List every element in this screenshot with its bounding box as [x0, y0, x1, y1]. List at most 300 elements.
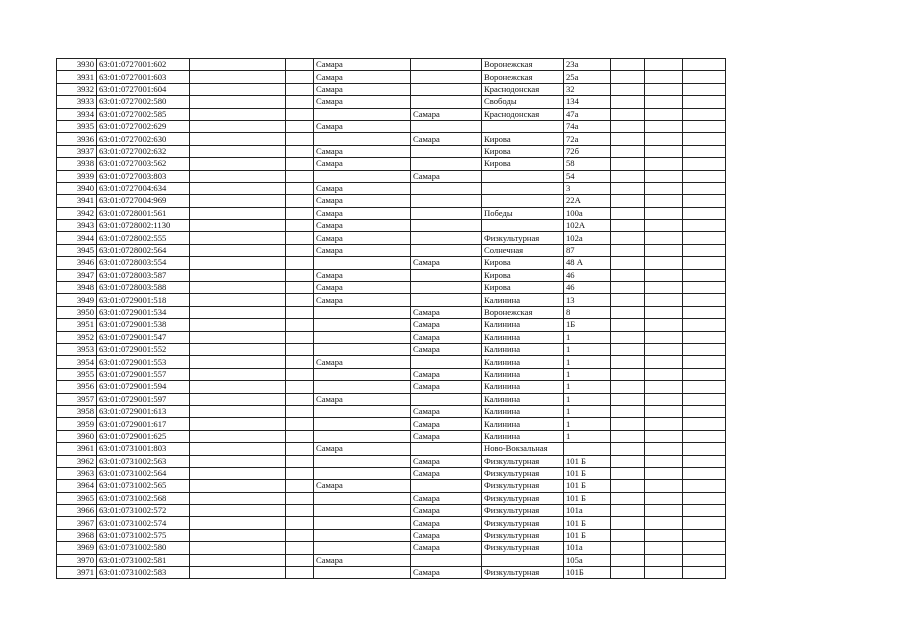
empty-cell — [683, 220, 726, 232]
cadastral-number-cell: 63:01:0729001:547 — [97, 331, 190, 343]
street-cell: Физкультурная — [482, 232, 564, 244]
row-number-cell: 3968 — [57, 529, 97, 541]
row-number-cell: 3952 — [57, 331, 97, 343]
row-number-cell: 3949 — [57, 294, 97, 306]
empty-cell — [611, 182, 645, 194]
empty-cell — [286, 294, 314, 306]
street-cell: Калинина — [482, 319, 564, 331]
table-row — [57, 108, 726, 120]
empty-cell — [286, 257, 314, 269]
locality-cell — [411, 294, 482, 306]
empty-cell — [190, 418, 286, 430]
empty-cell — [611, 381, 645, 393]
empty-cell — [190, 393, 286, 405]
empty-cell — [645, 294, 683, 306]
empty-cell — [611, 232, 645, 244]
empty-cell — [645, 480, 683, 492]
empty-cell — [645, 83, 683, 95]
empty-cell — [645, 59, 683, 71]
empty-cell — [683, 480, 726, 492]
house-number-cell: 101а — [564, 505, 611, 517]
empty-cell — [286, 529, 314, 541]
empty-cell — [190, 343, 286, 355]
empty-cell — [190, 567, 286, 579]
empty-cell — [645, 356, 683, 368]
street-cell: Калинина — [482, 381, 564, 393]
empty-cell — [611, 133, 645, 145]
empty-cell — [190, 319, 286, 331]
table-row — [57, 83, 726, 95]
row-number-cell: 3939 — [57, 170, 97, 182]
table-row — [57, 430, 726, 442]
house-number-cell: 46 — [564, 269, 611, 281]
empty-cell — [190, 195, 286, 207]
street-cell: Калинина — [482, 393, 564, 405]
house-number-cell: 1 — [564, 405, 611, 417]
city-cell — [314, 331, 411, 343]
city-cell — [314, 108, 411, 120]
empty-cell — [611, 158, 645, 170]
empty-cell — [286, 517, 314, 529]
empty-cell — [645, 443, 683, 455]
cadastral-number-cell: 63:01:0727004:634 — [97, 182, 190, 194]
empty-cell — [611, 492, 645, 504]
house-number-cell: 1 — [564, 356, 611, 368]
locality-cell: Самара — [411, 517, 482, 529]
empty-cell — [645, 542, 683, 554]
row-number-cell: 3942 — [57, 207, 97, 219]
empty-cell — [286, 269, 314, 281]
locality-cell: Самара — [411, 257, 482, 269]
street-cell: Кирова — [482, 158, 564, 170]
house-number-cell: 1 — [564, 393, 611, 405]
empty-cell — [683, 319, 726, 331]
city-cell — [314, 418, 411, 430]
empty-cell — [611, 517, 645, 529]
empty-cell — [611, 244, 645, 256]
table-row — [57, 232, 726, 244]
empty-cell — [645, 343, 683, 355]
empty-cell — [683, 158, 726, 170]
house-number-cell: 25а — [564, 71, 611, 83]
empty-cell — [645, 145, 683, 157]
city-cell — [314, 368, 411, 380]
empty-cell — [683, 108, 726, 120]
street-cell: Калинина — [482, 294, 564, 306]
empty-cell — [645, 120, 683, 132]
empty-cell — [286, 319, 314, 331]
locality-cell: Самара — [411, 381, 482, 393]
empty-cell — [611, 207, 645, 219]
empty-cell — [286, 368, 314, 380]
locality-cell: Самара — [411, 455, 482, 467]
empty-cell — [683, 554, 726, 566]
empty-cell — [286, 133, 314, 145]
table-row — [57, 529, 726, 541]
locality-cell — [411, 182, 482, 194]
empty-cell — [645, 368, 683, 380]
table-row — [57, 467, 726, 479]
city-cell — [314, 170, 411, 182]
street-cell: Победы — [482, 207, 564, 219]
city-cell: Самара — [314, 554, 411, 566]
table-row — [57, 306, 726, 318]
empty-cell — [683, 182, 726, 194]
row-number-cell: 3941 — [57, 195, 97, 207]
locality-cell: Самара — [411, 405, 482, 417]
locality-cell: Самара — [411, 170, 482, 182]
cadastral-number-cell: 63:01:0727001:603 — [97, 71, 190, 83]
empty-cell — [611, 170, 645, 182]
street-cell: Калинина — [482, 368, 564, 380]
locality-cell: Самара — [411, 306, 482, 318]
row-number-cell: 3954 — [57, 356, 97, 368]
row-number-cell: 3943 — [57, 220, 97, 232]
locality-cell — [411, 96, 482, 108]
empty-cell — [286, 567, 314, 579]
house-number-cell: 101 Б — [564, 517, 611, 529]
street-cell — [482, 182, 564, 194]
empty-cell — [683, 170, 726, 182]
locality-cell — [411, 554, 482, 566]
cadastral-number-cell: 63:01:0727002:632 — [97, 145, 190, 157]
cadastral-number-cell: 63:01:0731002:563 — [97, 455, 190, 467]
house-number-cell: 54 — [564, 170, 611, 182]
house-number-cell: 105а — [564, 554, 611, 566]
street-cell: Кирова — [482, 282, 564, 294]
cadastral-number-cell: 63:01:0729001:617 — [97, 418, 190, 430]
city-cell — [314, 505, 411, 517]
empty-cell — [611, 306, 645, 318]
empty-cell — [645, 319, 683, 331]
table-row — [57, 96, 726, 108]
empty-cell — [611, 257, 645, 269]
locality-cell — [411, 145, 482, 157]
city-cell: Самара — [314, 182, 411, 194]
empty-cell — [286, 83, 314, 95]
empty-cell — [190, 480, 286, 492]
row-number-cell: 3934 — [57, 108, 97, 120]
row-number-cell: 3937 — [57, 145, 97, 157]
empty-cell — [683, 529, 726, 541]
table-row — [57, 554, 726, 566]
city-cell — [314, 492, 411, 504]
empty-cell — [645, 207, 683, 219]
locality-cell — [411, 158, 482, 170]
city-cell — [314, 567, 411, 579]
cadastral-number-cell: 63:01:0731002:583 — [97, 567, 190, 579]
empty-cell — [286, 195, 314, 207]
empty-cell — [683, 517, 726, 529]
city-cell — [314, 319, 411, 331]
empty-cell — [190, 306, 286, 318]
empty-cell — [683, 418, 726, 430]
empty-cell — [683, 59, 726, 71]
city-cell: Самара — [314, 480, 411, 492]
locality-cell — [411, 220, 482, 232]
table-row — [57, 170, 726, 182]
street-cell: Физкультурная — [482, 517, 564, 529]
empty-cell — [683, 232, 726, 244]
table-row — [57, 282, 726, 294]
empty-cell — [645, 306, 683, 318]
empty-cell — [190, 133, 286, 145]
empty-cell — [611, 145, 645, 157]
cadastral-number-cell: 63:01:0727002:580 — [97, 96, 190, 108]
street-cell: Воронежская — [482, 59, 564, 71]
empty-cell — [683, 343, 726, 355]
cadastral-number-cell: 63:01:0727002:630 — [97, 133, 190, 145]
house-number-cell: 13 — [564, 294, 611, 306]
empty-cell — [645, 418, 683, 430]
cadastral-number-cell: 63:01:0731002:580 — [97, 542, 190, 554]
empty-cell — [645, 282, 683, 294]
table-row — [57, 158, 726, 170]
empty-cell — [286, 244, 314, 256]
empty-cell — [611, 567, 645, 579]
empty-cell — [190, 405, 286, 417]
empty-cell — [683, 207, 726, 219]
house-number-cell: 1 — [564, 368, 611, 380]
row-number-cell: 3944 — [57, 232, 97, 244]
house-number-cell: 101 Б — [564, 480, 611, 492]
empty-cell — [286, 331, 314, 343]
house-number-cell: 101 Б — [564, 455, 611, 467]
empty-cell — [190, 368, 286, 380]
table-row — [57, 405, 726, 417]
city-cell: Самара — [314, 120, 411, 132]
city-cell — [314, 542, 411, 554]
street-cell — [482, 195, 564, 207]
cadastral-number-cell: 63:01:0729001:518 — [97, 294, 190, 306]
empty-cell — [190, 207, 286, 219]
cadastral-number-cell: 63:01:0731002:581 — [97, 554, 190, 566]
empty-cell — [611, 59, 645, 71]
empty-cell — [286, 343, 314, 355]
locality-cell: Самара — [411, 542, 482, 554]
city-cell — [314, 529, 411, 541]
empty-cell — [683, 195, 726, 207]
row-number-cell: 3931 — [57, 71, 97, 83]
empty-cell — [190, 59, 286, 71]
empty-cell — [645, 517, 683, 529]
street-cell: Свободы — [482, 96, 564, 108]
locality-cell: Самара — [411, 430, 482, 442]
row-number-cell: 3946 — [57, 257, 97, 269]
empty-cell — [286, 455, 314, 467]
table-row — [57, 145, 726, 157]
table-row — [57, 133, 726, 145]
empty-cell — [190, 455, 286, 467]
empty-cell — [645, 96, 683, 108]
house-number-cell: 102а — [564, 232, 611, 244]
table-row — [57, 356, 726, 368]
cadastral-number-cell: 63:01:0728003:587 — [97, 269, 190, 281]
empty-cell — [645, 133, 683, 145]
empty-cell — [645, 108, 683, 120]
empty-cell — [683, 368, 726, 380]
street-cell: Кирова — [482, 257, 564, 269]
empty-cell — [683, 244, 726, 256]
locality-cell — [411, 356, 482, 368]
street-cell — [482, 170, 564, 182]
locality-cell: Самара — [411, 567, 482, 579]
row-number-cell: 3933 — [57, 96, 97, 108]
row-number-cell: 3966 — [57, 505, 97, 517]
empty-cell — [683, 492, 726, 504]
table-row — [57, 294, 726, 306]
locality-cell: Самара — [411, 343, 482, 355]
row-number-cell: 3945 — [57, 244, 97, 256]
city-cell: Самара — [314, 71, 411, 83]
empty-cell — [286, 282, 314, 294]
house-number-cell: 72б — [564, 145, 611, 157]
empty-cell — [286, 492, 314, 504]
house-number-cell: 8 — [564, 306, 611, 318]
empty-cell — [645, 158, 683, 170]
locality-cell: Самара — [411, 492, 482, 504]
empty-cell — [683, 96, 726, 108]
empty-cell — [286, 505, 314, 517]
empty-cell — [645, 331, 683, 343]
house-number-cell: 1 — [564, 430, 611, 442]
empty-cell — [645, 554, 683, 566]
city-cell — [314, 517, 411, 529]
street-cell: Солнечная — [482, 244, 564, 256]
street-cell: Физкультурная — [482, 567, 564, 579]
row-number-cell: 3961 — [57, 443, 97, 455]
house-number-cell: 1 — [564, 343, 611, 355]
empty-cell — [190, 145, 286, 157]
cadastral-number-cell: 63:01:0731002:565 — [97, 480, 190, 492]
city-cell: Самара — [314, 207, 411, 219]
empty-cell — [190, 443, 286, 455]
house-number-cell: 101 Б — [564, 492, 611, 504]
street-cell: Воронежская — [482, 71, 564, 83]
empty-cell — [683, 467, 726, 479]
locality-cell — [411, 120, 482, 132]
table-row — [57, 480, 726, 492]
empty-cell — [683, 393, 726, 405]
empty-cell — [190, 517, 286, 529]
house-number-cell: 87 — [564, 244, 611, 256]
empty-cell — [190, 505, 286, 517]
empty-cell — [645, 182, 683, 194]
city-cell: Самара — [314, 59, 411, 71]
empty-cell — [190, 467, 286, 479]
empty-cell — [286, 96, 314, 108]
empty-cell — [286, 207, 314, 219]
table-row — [57, 381, 726, 393]
house-number-cell: 22А — [564, 195, 611, 207]
empty-cell — [286, 220, 314, 232]
empty-cell — [190, 542, 286, 554]
house-number-cell: 1 — [564, 331, 611, 343]
house-number-cell: 74а — [564, 120, 611, 132]
cadastral-number-cell: 63:01:0728002:564 — [97, 244, 190, 256]
empty-cell — [683, 443, 726, 455]
empty-cell — [645, 567, 683, 579]
cadastral-number-cell: 63:01:0727001:602 — [97, 59, 190, 71]
street-cell: Физкультурная — [482, 505, 564, 517]
empty-cell — [611, 343, 645, 355]
empty-cell — [611, 282, 645, 294]
empty-cell — [286, 59, 314, 71]
cadastral-number-cell: 63:01:0727004:969 — [97, 195, 190, 207]
house-number-cell: 1 — [564, 418, 611, 430]
empty-cell — [645, 244, 683, 256]
house-number-cell — [564, 443, 611, 455]
house-number-cell: 32 — [564, 83, 611, 95]
cadastral-number-cell: 63:01:0727002:629 — [97, 120, 190, 132]
empty-cell — [611, 430, 645, 442]
street-cell — [482, 554, 564, 566]
empty-cell — [611, 393, 645, 405]
empty-cell — [286, 480, 314, 492]
row-number-cell: 3965 — [57, 492, 97, 504]
street-cell: Кирова — [482, 145, 564, 157]
empty-cell — [286, 430, 314, 442]
locality-cell — [411, 59, 482, 71]
cadastral-number-cell: 63:01:0727001:604 — [97, 83, 190, 95]
cadastral-number-cell: 63:01:0728001:561 — [97, 207, 190, 219]
row-number-cell: 3948 — [57, 282, 97, 294]
row-number-cell: 3956 — [57, 381, 97, 393]
empty-cell — [683, 455, 726, 467]
empty-cell — [190, 108, 286, 120]
city-cell — [314, 306, 411, 318]
street-cell: Калинина — [482, 356, 564, 368]
street-cell: Калинина — [482, 343, 564, 355]
empty-cell — [190, 257, 286, 269]
cadastral-number-cell: 63:01:0728002:555 — [97, 232, 190, 244]
empty-cell — [683, 145, 726, 157]
empty-cell — [190, 182, 286, 194]
street-cell: Физкультурная — [482, 467, 564, 479]
empty-cell — [286, 356, 314, 368]
city-cell: Самара — [314, 282, 411, 294]
empty-cell — [190, 71, 286, 83]
city-cell: Самара — [314, 158, 411, 170]
table-row — [57, 517, 726, 529]
street-cell: Физкультурная — [482, 480, 564, 492]
empty-cell — [611, 480, 645, 492]
city-cell — [314, 467, 411, 479]
empty-cell — [645, 430, 683, 442]
empty-cell — [190, 158, 286, 170]
city-cell — [314, 405, 411, 417]
street-cell: Калинина — [482, 405, 564, 417]
house-number-cell: 47а — [564, 108, 611, 120]
empty-cell — [683, 505, 726, 517]
table-row — [57, 71, 726, 83]
city-cell: Самара — [314, 294, 411, 306]
empty-cell — [286, 158, 314, 170]
empty-cell — [611, 195, 645, 207]
locality-cell — [411, 244, 482, 256]
locality-cell: Самара — [411, 368, 482, 380]
empty-cell — [645, 220, 683, 232]
city-cell: Самара — [314, 96, 411, 108]
empty-cell — [190, 120, 286, 132]
cadastral-number-cell: 63:01:0727003:803 — [97, 170, 190, 182]
cadastral-number-cell: 63:01:0729001:594 — [97, 381, 190, 393]
empty-cell — [683, 542, 726, 554]
empty-cell — [611, 356, 645, 368]
locality-cell: Самара — [411, 133, 482, 145]
table-row — [57, 331, 726, 343]
cadastral-number-cell: 63:01:0729001:534 — [97, 306, 190, 318]
